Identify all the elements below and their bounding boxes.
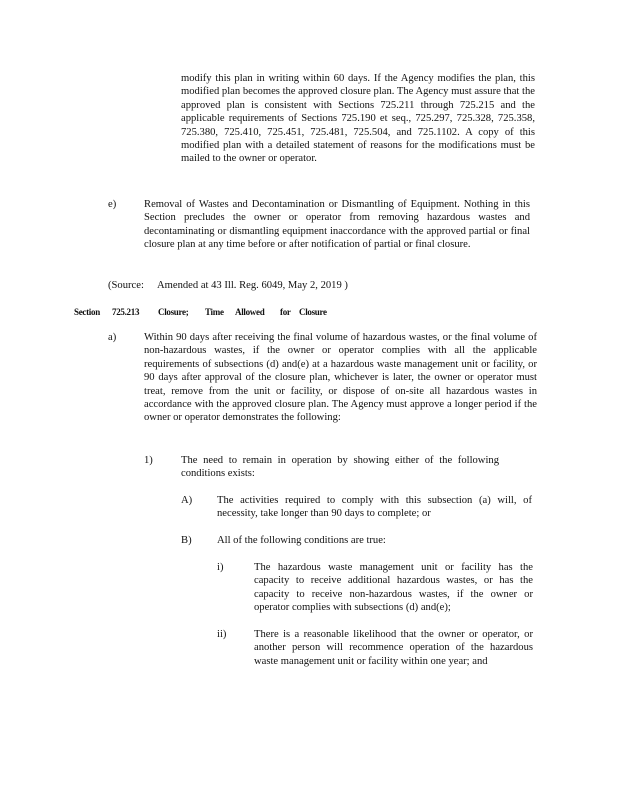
- item-ii-label: ii): [217, 629, 227, 640]
- item-i-label: i): [217, 562, 224, 573]
- item-a-paragraph: Within 90 days after receiving the final volume of hazardous wastes, or the final volume of non-hazardous wastes, if the owner or operator complies with all the applicable requirements of subsections (d) and(e) at a hazardous waste management unit or facility, or 90 days after approval of the closure plan, whichever is later, the owner or operator must treat, remove from the unit or facility, or dispose of on-site all hazardous wastes in accordance with the approved closure plan. The Agency must approve a longer period if the owner or operator demonstrates the following:: [144, 332, 537, 424]
- section-title-word: Allowed: [235, 307, 265, 317]
- item-A-paragraph: The activities required to comply with this subsection (a) will, of necessity, take longer than 90 days to complete; or: [217, 495, 532, 520]
- item-A-label: A): [181, 495, 193, 506]
- source-note: Amended at 43 Ill. Reg. 6049, May 2, 2019 ): [157, 280, 348, 291]
- source-label: (Source:: [108, 280, 144, 291]
- item-e-label: e): [108, 199, 117, 210]
- item-i-paragraph: The hazardous waste management unit or facility has the capacity to receive additional hazardous wastes, or has the capacity to receive non-hazardous wastes, if the owner or operator complies with subsections (d) and(e);: [254, 562, 533, 614]
- item-a-label: a): [108, 332, 117, 343]
- item-e-paragraph: Removal of Wastes and Decontamination or Dismantling of Equipment. Nothing in this Section precludes the owner or operator from removing hazardous wastes and decontaminating or dismantling equipment inaccordance with the approved partial or final closure plan at any time before or after notification of partial or final closure.: [144, 199, 530, 251]
- section-word: Section: [74, 307, 100, 317]
- item-B-label: B): [181, 535, 192, 546]
- section-number: 725.213: [112, 307, 140, 317]
- continuation-paragraph: modify this plan in writing within 60 days. If the Agency modifies the plan, this modified plan becomes the approved closure plan. The Agency must assure that the approved plan is consistent with Sections 725.211 through 725.215 and the applicable requirements of Sections 725.190 et seq., 725.297, 725.328, 725.358, 725.380, 725.410, 725.451, 725.481, 725.504, and 725.1102. A copy of this modified plan with a detailed statement of reasons for the modifications must be mailed to the owner or operator.: [181, 73, 535, 165]
- section-title-word: Closure: [299, 307, 327, 317]
- section-title-word: Time: [205, 307, 224, 317]
- section-title-word: for: [280, 307, 291, 317]
- item-1-paragraph: The need to remain in operation by showing either of the following conditions exists:: [181, 455, 499, 480]
- section-title-word: Closure;: [158, 307, 189, 317]
- item-1-label: 1): [144, 455, 153, 466]
- item-ii-paragraph: There is a reasonable likelihood that the owner or operator, or another person will recommence operation of the hazardous waste management unit or facility within one year; and: [254, 629, 533, 667]
- item-B-paragraph: All of the following conditions are true:: [217, 535, 386, 546]
